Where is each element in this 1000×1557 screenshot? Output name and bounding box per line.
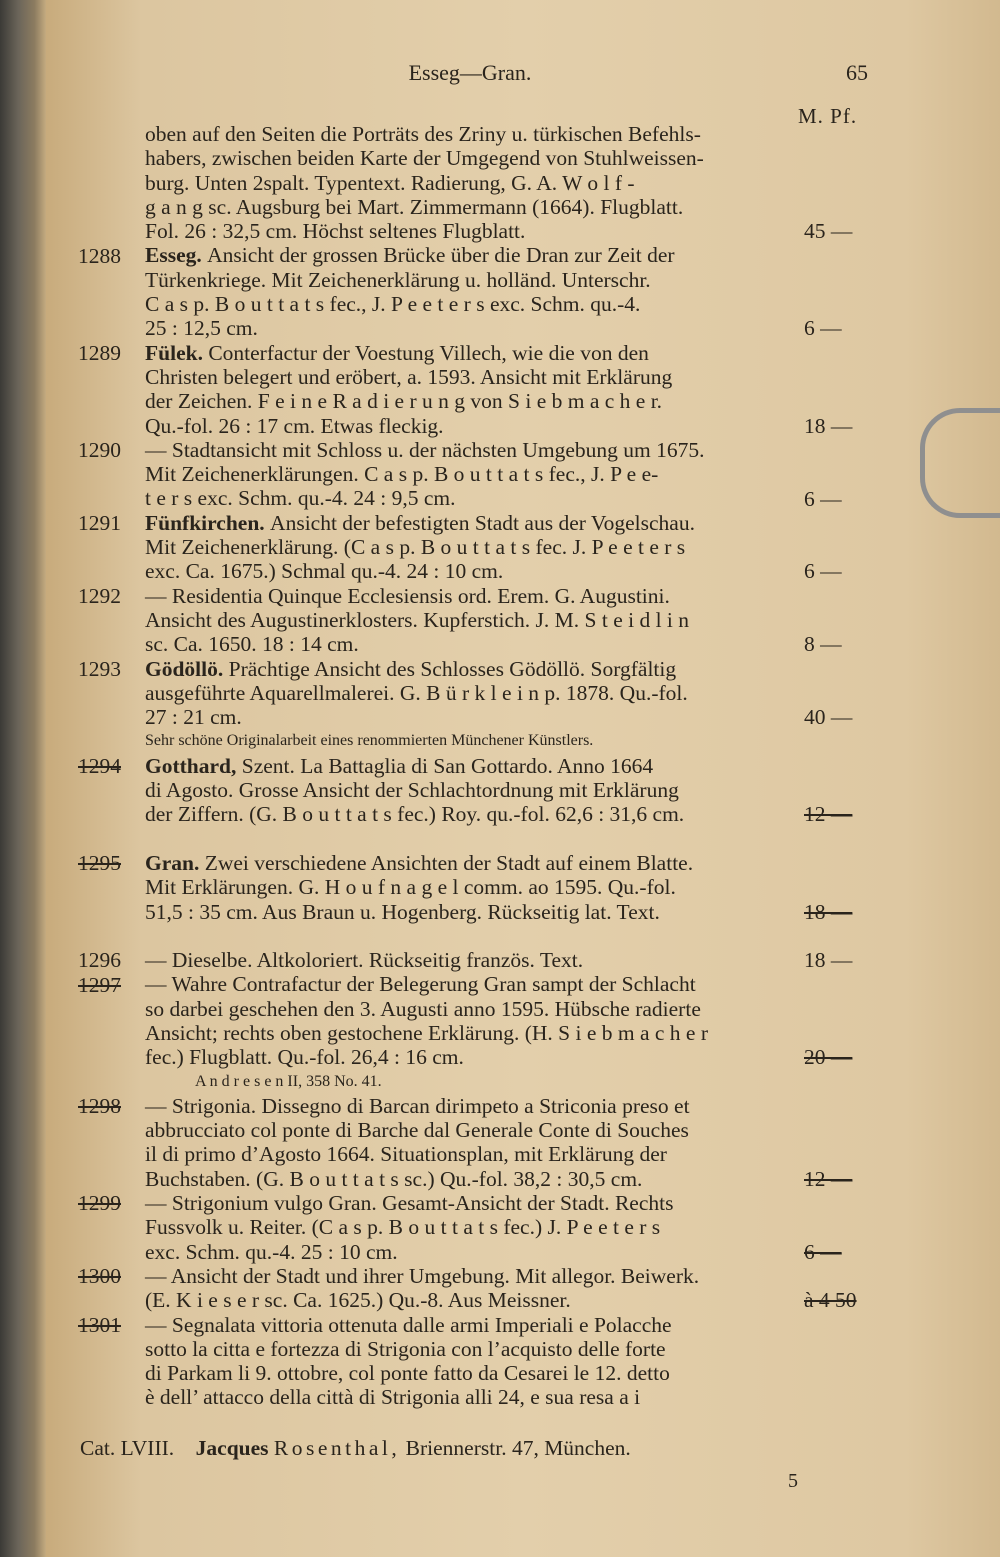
catalog-entry [145, 851, 708, 924]
entry-note: A n d r e s e n II, 358 No. 41. [195, 1072, 382, 1090]
book-binding [0, 0, 46, 1557]
entry-price: 6 — [804, 316, 842, 341]
entry-line: der Ziffern. (G. B o u t t a t s fec.) Roy. qu.-fol. 62,6 : 31,6 cm. [145, 802, 685, 827]
entry-price: 8 — [804, 632, 842, 657]
entry-line: Mit Zeichenerklärungen. C a s p. B o u t t a t s fec., J. P e e- [145, 462, 659, 487]
entry-line: Fussvolk u. Reiter. (C a s p. B o u t t a t s fec.) J. P e e t e r s [145, 1215, 661, 1240]
entry-line: il di primo d’Agosto 1664. Situationsplan, mit Erklärung der [145, 1142, 667, 1167]
price-column-header: M. Pf. [798, 104, 858, 128]
entry-line: Gotthard, Szent. La Battaglia di San Gottardo. Anno 1664 [145, 753, 654, 778]
entry-price: 18 — [804, 948, 853, 973]
entry-line: Türkenkriege. Mit Zeichenerklärung u. holländ. Unterschr. [145, 267, 651, 292]
entry-line: Ansicht des Augustinerklosters. Kupferstich. J. M. S t e i d l i n [145, 607, 690, 632]
entry-number: 1289 [78, 340, 121, 365]
entry-line: — Strigonium vulgo Gran. Gesamt-Ansicht der Stadt. Rechts [145, 1191, 674, 1216]
entry-line: Buchstaben. (G. B o u t t a t s sc.) Qu.-fol. 38,2 : 30,5 cm. [145, 1166, 643, 1191]
catalog-entry [145, 1264, 708, 1313]
entry-line: Esseg. Ansicht der grossen Brücke über die Dran zur Zeit der [145, 243, 675, 268]
page-header-title: Esseg—Gran. [408, 60, 532, 85]
entry-price: 12 — [804, 802, 853, 827]
entry-line: Mit Erklärungen. G. H o u f n a g e l comm. ao 1595. Qu.-fol. [145, 875, 676, 900]
entry-note: Sehr schöne Originalarbeit eines renommierten Münchener Künstlers. [145, 732, 594, 750]
catalog-entry [145, 584, 708, 657]
catalog-number: Cat. LVIII. [80, 1436, 175, 1460]
entry-line: di Agosto. Grosse Ansicht der Schlachtordnung mit Erklärung [145, 778, 679, 803]
entry-price: 45 — [804, 219, 853, 244]
entry-line: der Zeichen. F e i n e R a d i e r u n g von S i e b m a c h e r. [145, 389, 663, 414]
entry-line: — Segnalata vittoria ottenuta dalle armi Imperiali e Polacche [145, 1312, 672, 1337]
catalog-entry [145, 438, 708, 511]
entry-price: 12 — [804, 1166, 853, 1191]
entry-line: abbrucciato col ponte di Barche dal Generale Conte di Souches [145, 1118, 689, 1143]
page-footer [80, 1436, 631, 1461]
catalog-entry [145, 122, 708, 243]
entry-line: Fol. 26 : 32,5 cm. Höchst seltenes Flugblatt. [145, 219, 526, 244]
entry-line: 27 : 21 cm. [145, 705, 242, 730]
entry-number: 1293 [78, 656, 121, 681]
catalog-entry [145, 1191, 708, 1264]
entry-price: 6 — [804, 1239, 842, 1264]
entry-number: 1297 [78, 972, 121, 997]
catalog-entries [145, 122, 708, 1410]
entry-price: 20 — [804, 1045, 853, 1070]
entry-line: — Strigonia. Dissegno di Barcan dirimpeto a Striconia preso et [145, 1093, 690, 1118]
entry-number: 1288 [78, 243, 121, 268]
entry-price: 6 — [804, 486, 842, 511]
entry-line: è dell’ attacco della città di Strigonia alli 24, e sua resa a i [145, 1385, 641, 1410]
entry-number: 1299 [78, 1191, 121, 1216]
entry-price: 6 — [804, 559, 842, 584]
entry-line: di Parkam li 9. ottobre, col ponte fatto da Cesarei le 12. detto [145, 1361, 670, 1386]
entry-line: Fülek. Conterfactur der Voestung Villech, wie die von den [145, 340, 649, 365]
entry-number: 1295 [78, 851, 121, 875]
entry-number: 1291 [78, 510, 121, 535]
entry-line: sc. Ca. 1650. 18 : 14 cm. [145, 632, 359, 657]
entry-price: 18 — [804, 413, 853, 438]
entry-line: Ansicht; rechts oben gestochene Erklärung. (H. S i e b m a c h e r [145, 1020, 709, 1045]
entry-line: Christen belegert und eröbert, a. 1593. Ansicht mit Erklärung [145, 364, 673, 389]
entry-line: — Stadtansicht mit Schloss u. der nächsten Umgebung um 1675. [145, 437, 705, 462]
entry-line: C a s p. B o u t t a t s fec., J. P e e t e r s exc. Schm. qu.-4. [145, 292, 641, 317]
entry-line: habers, zwischen beiden Karte der Umgegend von Stuhlweissen- [145, 146, 704, 171]
entry-line: oben auf den Seiten die Porträts des Zriny u. türkischen Befehls- [145, 122, 701, 146]
entry-line: fec.) Flugblatt. Qu.-fol. 26,4 : 16 cm. [145, 1045, 464, 1070]
entry-line: (E. K i e s e r sc. Ca. 1625.) Qu.-8. Aus Meissner. [145, 1288, 571, 1313]
catalog-entry [145, 972, 708, 1069]
entry-line: — Ansicht der Stadt und ihrer Umgebung. Mit allegor. Beiwerk. [145, 1263, 700, 1288]
entry-line: exc. Ca. 1675.) Schmal qu.-4. 24 : 10 cm. [145, 559, 504, 584]
entry-number: 1294 [78, 753, 121, 778]
signature-mark: 5 [788, 1470, 798, 1492]
page-number: 65 [846, 60, 868, 85]
entry-number: 1292 [78, 583, 121, 608]
firm-last-name: Rosenthal, [273, 1436, 401, 1460]
entry-number: 1290 [78, 437, 121, 462]
catalog-entry [145, 341, 708, 438]
firm-first-name: Jacques [195, 1436, 269, 1460]
entry-line: Qu.-fol. 26 : 17 cm. Etwas fleckig. [145, 413, 444, 438]
entry-line: — Residentia Quinque Ecclesiensis ord. Erem. G. Augustini. [145, 583, 670, 608]
entry-line: Gödöllö. Prächtige Ansicht des Schlosses Gödöllö. Sorgfältig [145, 656, 677, 681]
entry-line: t e r s exc. Schm. qu.-4. 24 : 9,5 cm. [145, 486, 456, 511]
entry-line: 51,5 : 35 cm. Aus Braun u. Hogenberg. Rückseitig lat. Text. [145, 899, 660, 924]
entry-line: so darbei geschehen den 3. Augusti anno 1595. Hübsche radierte [145, 996, 701, 1021]
entry-line: — Wahre Contrafactur der Belegerung Gran sampt der Schlacht [145, 972, 696, 997]
entry-number: 1301 [78, 1312, 121, 1337]
entry-line: 25 : 12,5 cm. [145, 316, 258, 341]
entry-number: 1298 [78, 1094, 121, 1118]
entry-line: Mit Zeichenerklärung. (C a s p. B o u t t a t s fec. J. P e e t e r s [145, 535, 686, 560]
catalog-entry [145, 511, 708, 584]
catalog-entry [145, 948, 708, 972]
entry-line: burg. Unten 2spalt. Typentext. Radierung, G. A. W o l f - [145, 170, 635, 195]
entry-price: à 4 50 [804, 1288, 857, 1313]
entry-line: exc. Schm. qu.-4. 25 : 10 cm. [145, 1239, 398, 1264]
catalog-entry [145, 243, 708, 340]
catalog-entry [145, 1313, 708, 1410]
catalog-entry [145, 1094, 708, 1191]
entry-line: Gran. Zwei verschiedene Ansichten der Stadt auf einem Blatte. [145, 850, 694, 875]
entry-line: Fünfkirchen. Ansicht der befestigten Stadt aus der Vogelschau. [145, 510, 695, 535]
entry-line: — Dieselbe. Altkoloriert. Rückseitig französ. Text. [145, 948, 584, 973]
paper-clip [920, 408, 1000, 518]
catalog-entry [145, 657, 708, 730]
entry-line: sotto la citta e fortezza di Strigonia con l’acquisto delle forte [145, 1336, 666, 1361]
catalog-entry [145, 754, 708, 827]
entry-number: 1300 [78, 1264, 121, 1289]
entry-number: 1296 [78, 948, 121, 973]
entry-price: 40 — [804, 705, 853, 730]
entry-line: g a n g sc. Augsburg bei Mart. Zimmermann (1664). Flugblatt. [145, 194, 684, 219]
entry-price: 18 — [804, 899, 853, 924]
entry-line: ausgeführte Aquarellmalerei. G. B ü r k l e i n p. 1878. Qu.-fol. [145, 680, 688, 705]
firm-address: Briennerstr. 47, München. [405, 1436, 631, 1460]
